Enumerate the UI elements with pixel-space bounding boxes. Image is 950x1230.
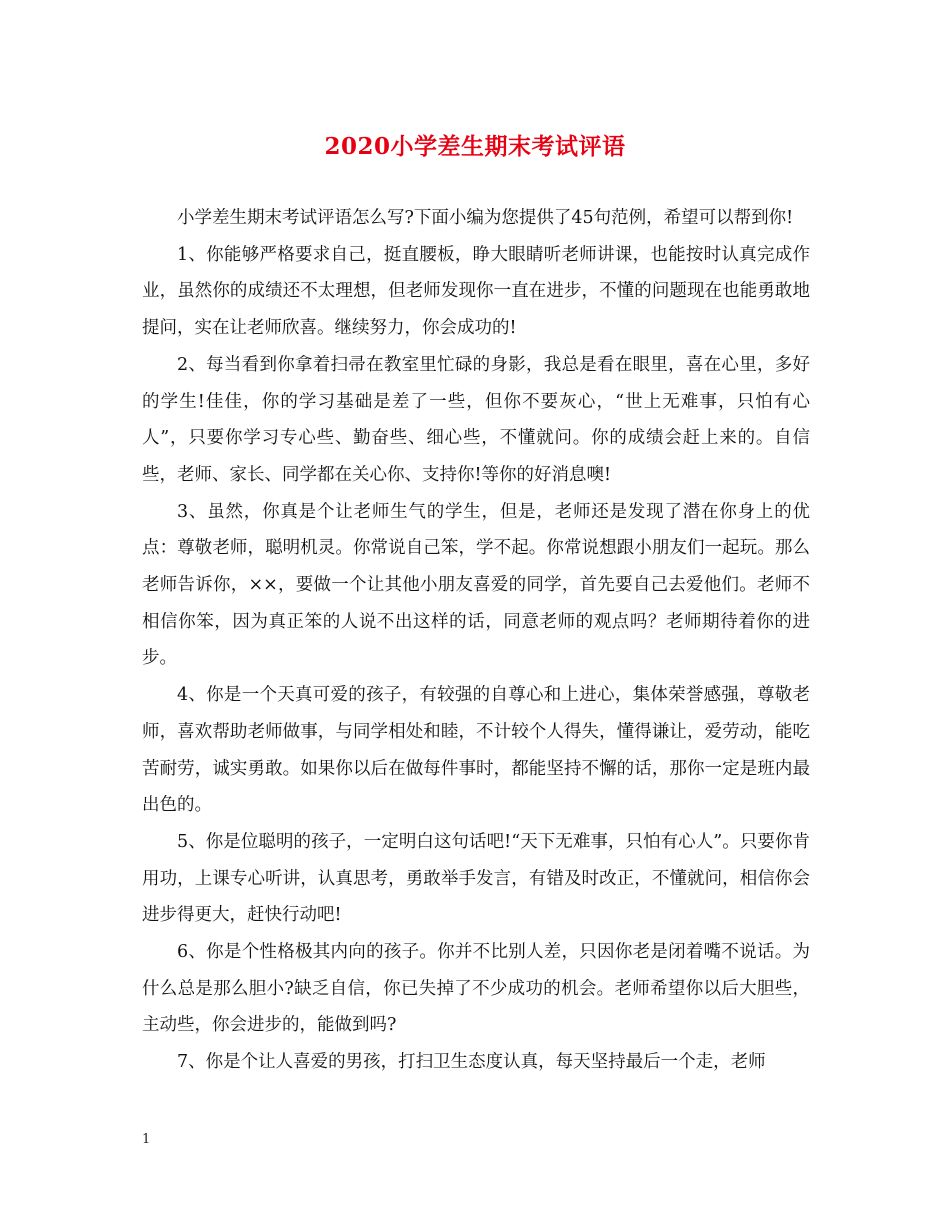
comment-paragraph-2: 2、每当看到你拿着扫帚在教室里忙碌的身影，我总是看在眼里，喜在心里，多好的学生!佳佳，你的学习基础是差了一些，但你不要灰心，“世上无难事，只怕有心人”，只要你学习专心些、勤奋些、细心些，不懂就问。你的成绩会赶上来的。自信些，老师、家长、同学都在关心你、支持你!等你的好消息噢! (142, 354, 810, 485)
comment-paragraph-4: 4、你是一个天真可爱的孩子，有较强的自尊心和上进心，集体荣誉感强，尊敬老师，喜欢帮助老师做事，与同学相处和睦，不计较个人得失，懂得谦让，爱劳动，能吃苦耐劳，诚实勇敢。如果你以后在做每件事时，都能坚持不懈的话，那你一定是班内最出色的。 (142, 685, 810, 816)
document-body (142, 200, 810, 1081)
comment-paragraph-3: 3、虽然，你真是个让老师生气的学生，但是，老师还是发现了潜在你身上的优点：尊敬老师，聪明机灵。你常说自己笨，学不起。你常说想跟小朋友们一起玩。那么老师告诉你，××，要做一个让其他小朋友喜爱的同学，首先要自己去爱他们。老师不相信你笨，因为真正笨的人说不出这样的话，同意老师的观点吗？老师期待着你的进步。 (142, 501, 810, 669)
comment-paragraph-6: 6、你是个性格极其内向的孩子。你并不比别人差，只因你老是闭着嘴不说话。为什么总是那么胆小?缺乏自信，你已失掉了不少成功的机会。老师希望你以后大胆些，主动些，你会进步的，能做到吗? (142, 942, 810, 1036)
intro-paragraph: 小学差生期末考试评语怎么写?下面小编为您提供了45句范例，希望可以帮到你! (177, 208, 794, 228)
comment-paragraph-5: 5、你是位聪明的孩子，一定明白这句话吧!“天下无难事，只怕有心人”。只要你肯用功，上课专心听讲，认真思考，勇敢举手发言，有错及时改正，不懂就问，相信你会进步得更大，赶快行动吧! (142, 831, 810, 926)
page-number: 1 (142, 1132, 151, 1147)
comment-paragraph-7: 7、你是个让人喜爱的男孩，打扫卫生态度认真，每天坚持最后一个走，老师 (177, 1052, 766, 1073)
comment-paragraph-1: 1、你能够严格要求自己，挺直腰板，睁大眼睛听老师讲课，也能按时认真完成作业，虽然你的成绩还不太理想，但老师发现你一直在进步，不懂的问题现在也能勇敢地提问，实在让老师欣喜。继续努力，你会成功的! (142, 244, 810, 339)
document-title: 2020小学差生期末考试评语 (324, 133, 626, 160)
